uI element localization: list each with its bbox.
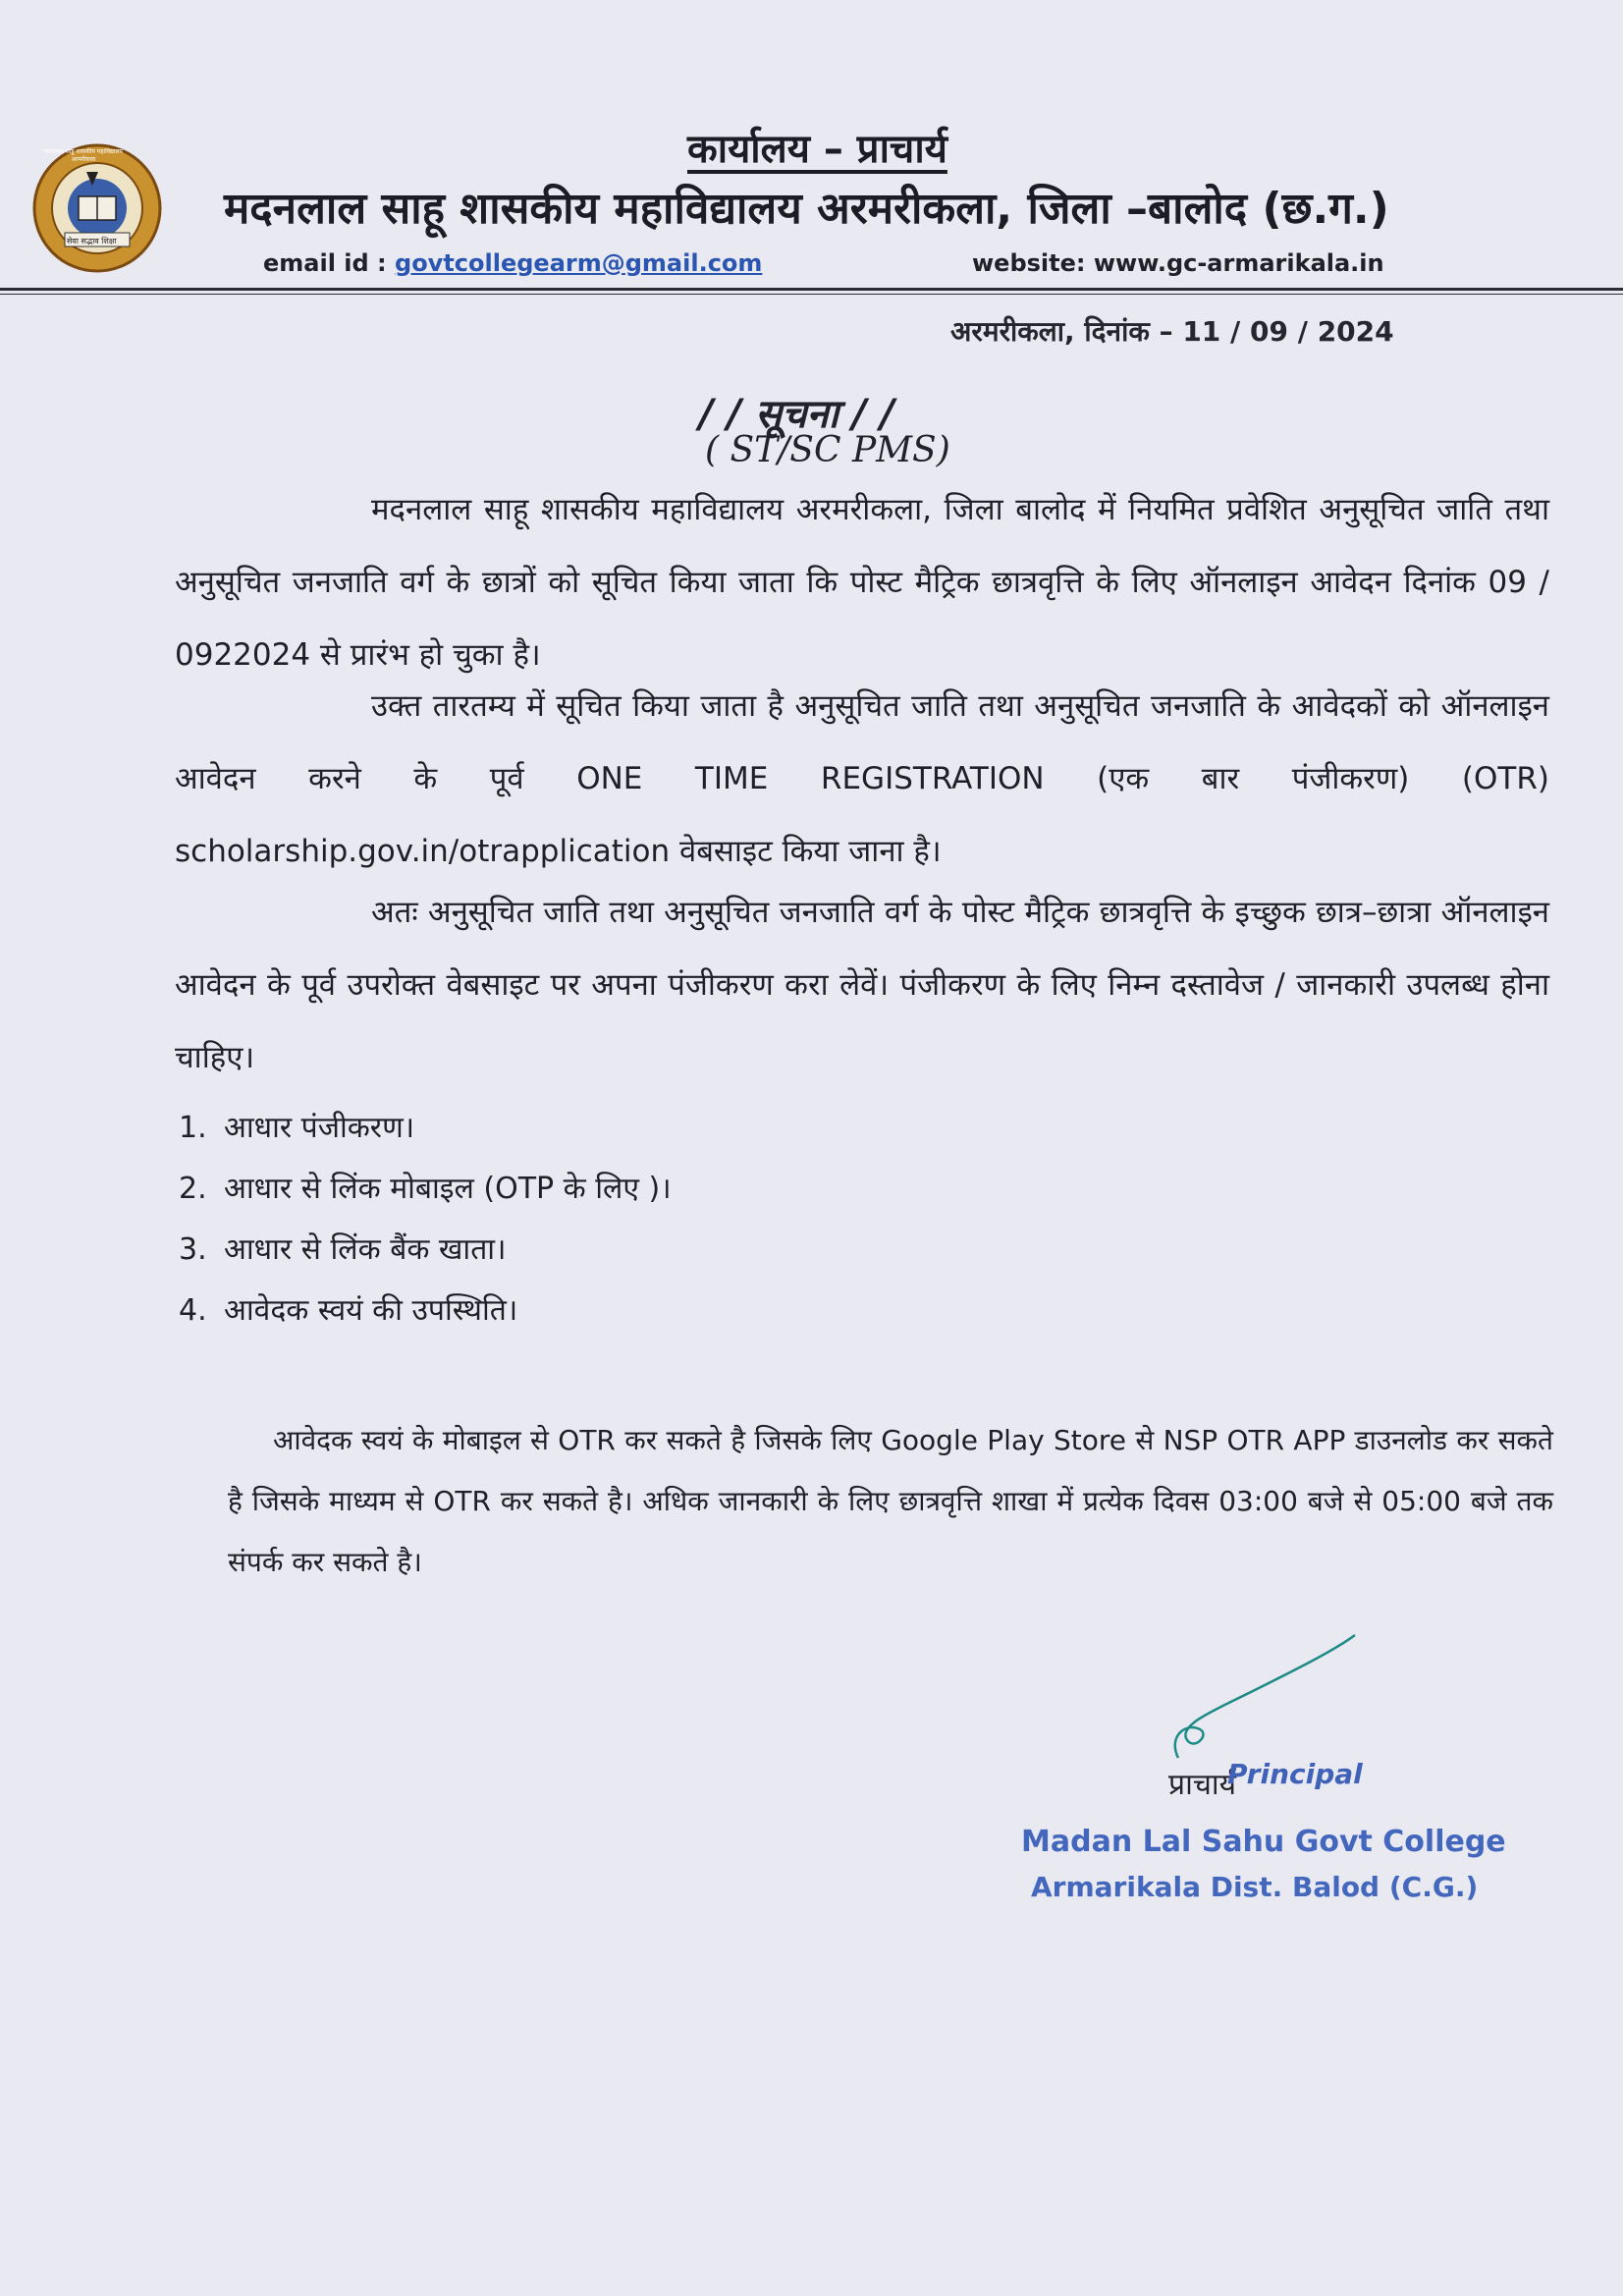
paragraph-2: उक्त तारतम्य में सूचित किया जाता है अनुसूचित जाति तथा अनुसूचित जनजाति के आवेदकों को ऑनलाइन आवेदन करने के पूर्व ONE TIME REGISTRATION (एक बार पंजीकरण) (OTR) scholarship.gov.in/otrapplication वेबसाइट किया जाना है।	[175, 688, 1549, 869]
list-item: 3. आधार से लिंक बैंक खाता।	[179, 1232, 507, 1267]
notice-subtitle: ( ST/SC PMS)	[705, 430, 950, 470]
paragraph-3: अतः अनुसूचित जाति तथा अनुसूचित जनजाति वर्ग के पोस्ट मैट्रिक छात्रवृत्ति के इच्छुक छात्र–छात्रा ऑनलाइन आवेदन के पूर्व उपरोक्त वेबसाइट पर अपना पंजीकरण करा लेवें। पंजीकरण के लिए निम्न दस्तावेज / जानकारी उपलब्ध होना चाहिए।	[175, 895, 1549, 1075]
logo-ring-text: मदनलाल साहू शासकीय महाविद्यालय अरमरीकला	[44, 148, 123, 163]
header-divider-thin	[0, 294, 1623, 295]
stamp-title: Principal	[1227, 1758, 1363, 1790]
list-item: 1. आधार पंजीकरण।	[179, 1111, 415, 1145]
stamp-location: Armarikala Dist. Balod (C.G.)	[1031, 1871, 1479, 1903]
email-line	[263, 249, 762, 277]
stamp-college: Madan Lal Sahu Govt College	[1021, 1825, 1506, 1859]
paragraph-1: मदनलाल साहू शासकीय महाविद्यालय अरमरीकला, जिला बालोद में नियमित प्रवेशित अनुसूचित जाति तथा अनुसूचित जनजाति वर्ग के छात्रों को सूचित किया जाता कि पोस्ट मैट्रिक छात्रवृत्ति के लिए ऑनलाइन आवेदन दिनांक 09 / 0922024 से प्रारंभ हो चुका है।	[175, 492, 1549, 673]
header-divider	[0, 288, 1623, 291]
website-line[interactable]: website: www.gc-armarikala.in	[972, 249, 1384, 277]
signature	[1159, 1630, 1375, 1768]
list-item: 4. आवेदक स्वयं की उपस्थिति।	[179, 1293, 518, 1328]
college-name: मदनलाल साहू शासकीय महाविद्यालय अरमरीकला, जिला –बालोद (छ.ग.)	[224, 184, 1389, 234]
email-link[interactable]: govtcollegearm@gmail.com	[395, 249, 763, 277]
list-item: 2. आधार से लिंक मोबाइल (OTP के लिए )।	[179, 1172, 672, 1206]
signature-label: प्राचार्य	[1168, 1768, 1237, 1802]
office-title: कार्यालय – प्राचार्य	[687, 127, 947, 172]
email-label: email id :	[263, 249, 396, 277]
paragraph-4: आवेदक स्वयं के मोबाइल से OTR कर सकते है जिसके लिए Google Play Store से NSP OTR APP डाउनलोड कर सकते है जिसके माध्यम से OTR कर सकते है। अधिक जानकारी के लिए छात्रवृत्ति शाखा में प्रत्येक दिवस 03:00 बजे से 05:00 बजे तक संपर्क कर सकते है।	[228, 1424, 1553, 1578]
document-list	[179, 1098, 672, 1341]
date-line: अरमरीकला, दिनांक – 11 / 09 / 2024	[950, 315, 1394, 348]
logo-motto: सेवा सद्भाव शिक्षा	[67, 237, 117, 246]
notice-title: / / सूचना / /	[699, 392, 895, 437]
